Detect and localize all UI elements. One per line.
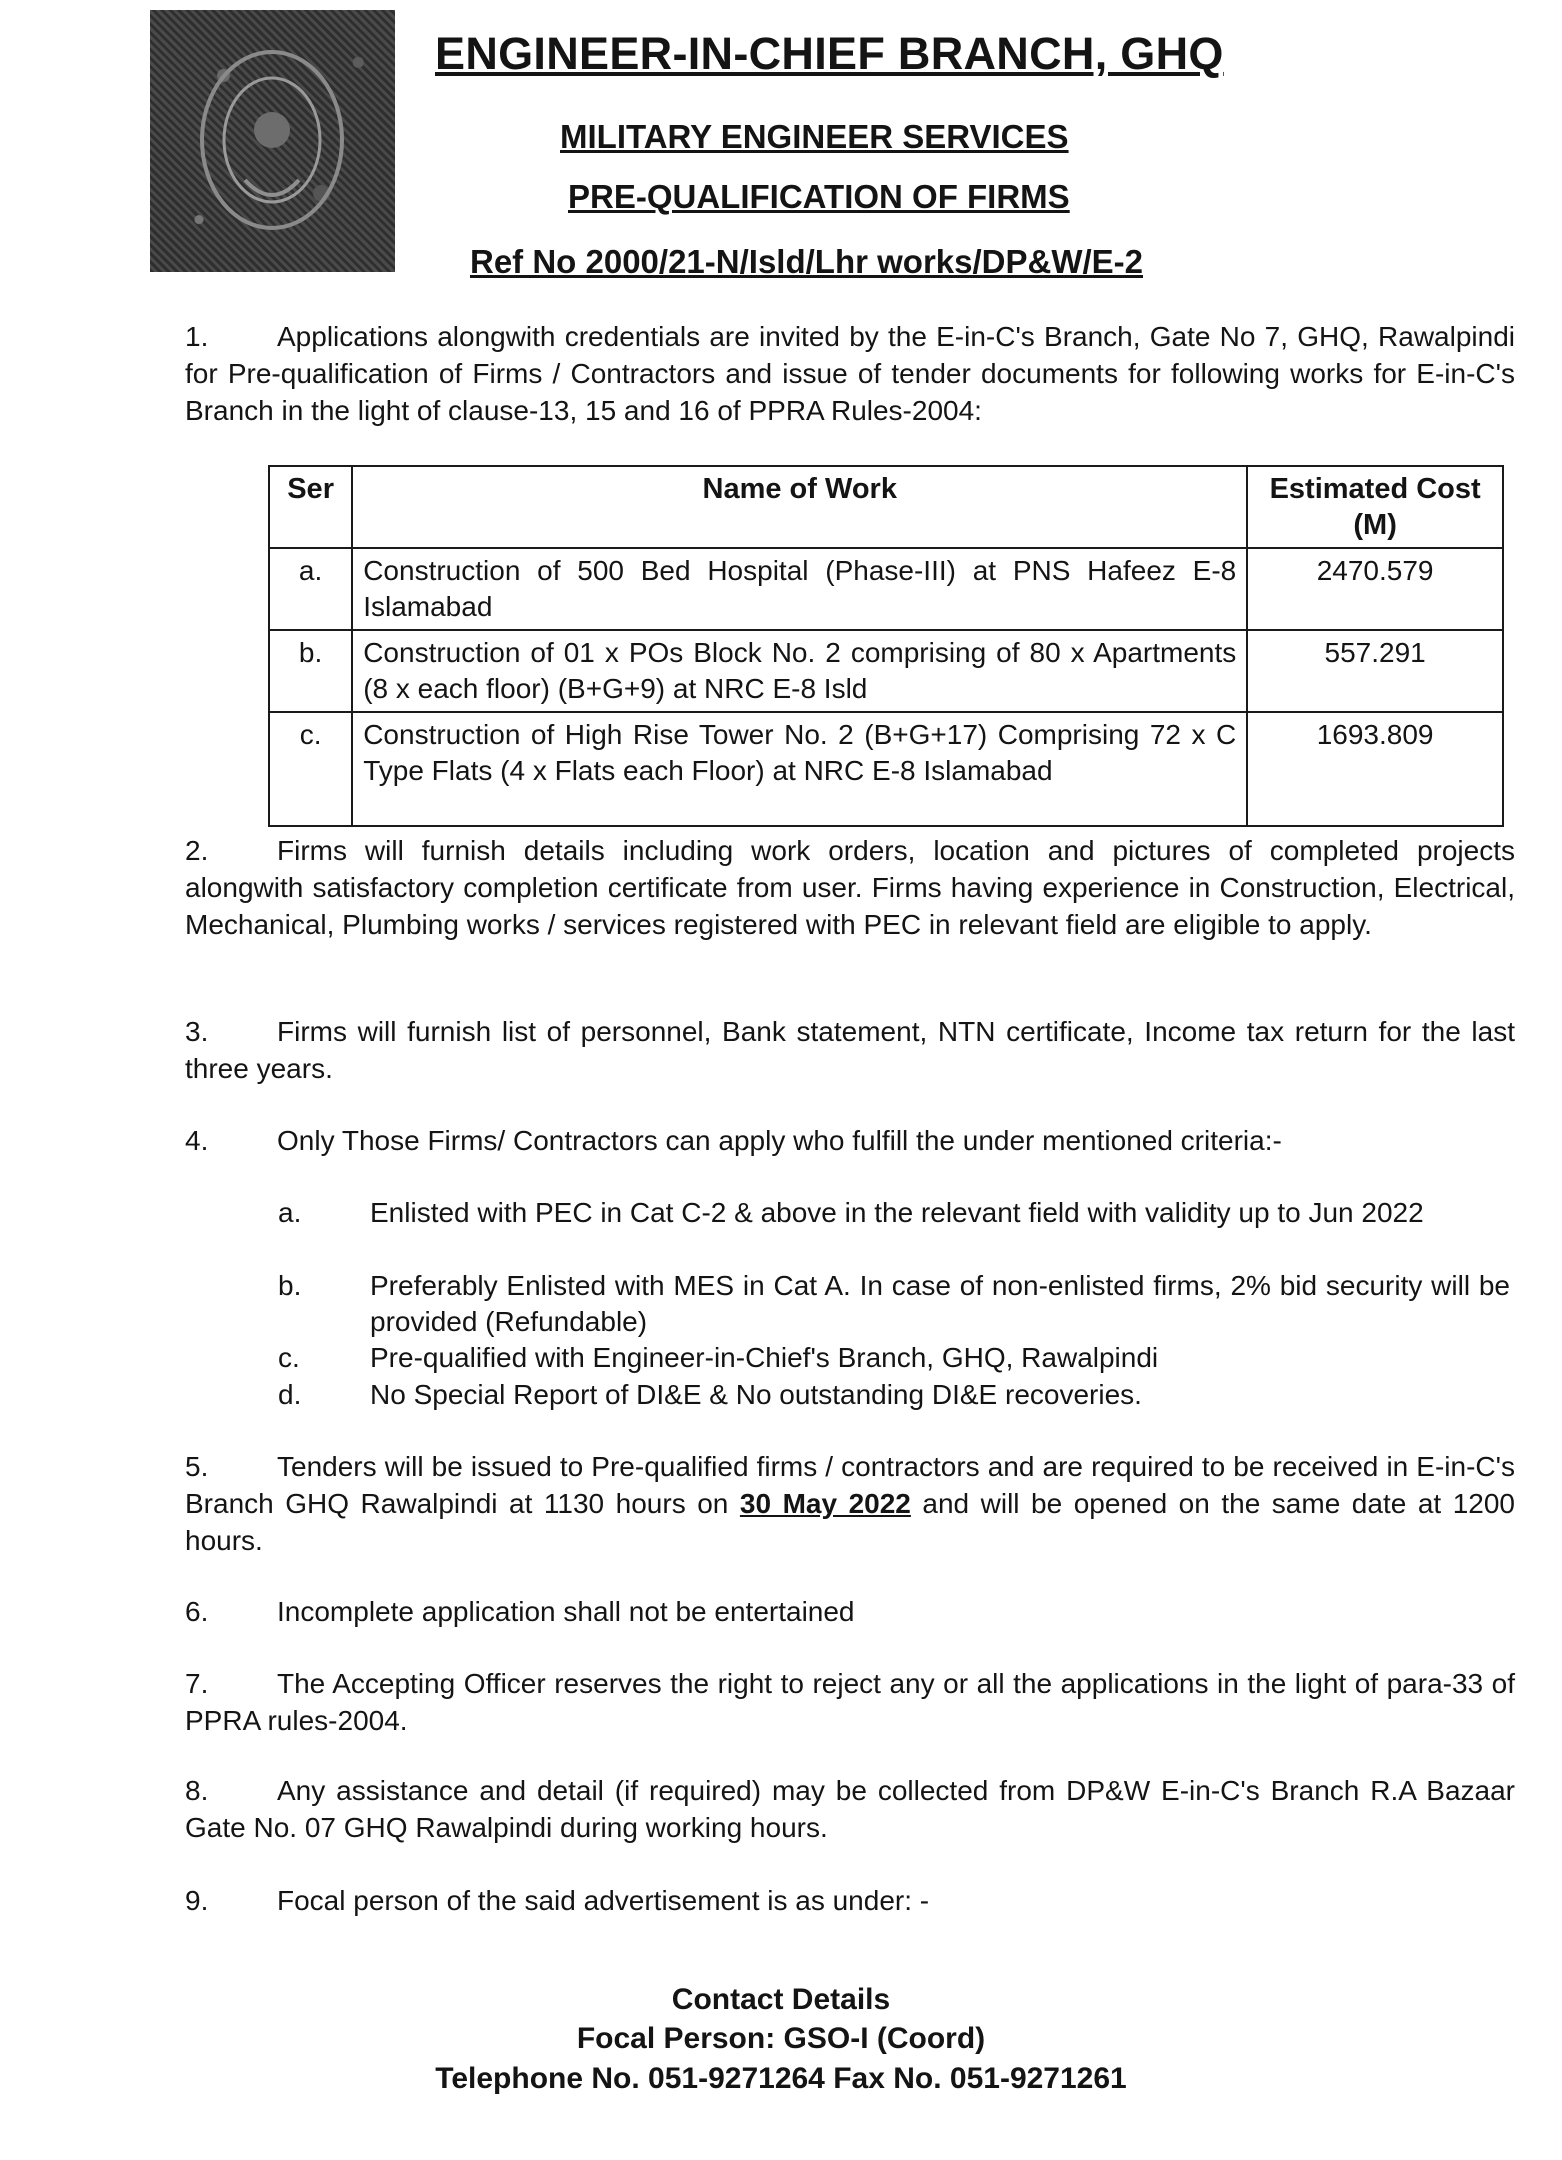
table-row [269,712,1503,826]
table-row [269,548,1503,630]
criteria-item-b [278,1268,1518,1340]
criteria-text: Preferably Enlisted with MES in Cat A. In case of non-enlisted firms, 2% bid security will be provided (Refundable) [370,1270,1510,1337]
paragraph-2 [185,832,1515,943]
column-header-name-of-work: Name of Work [352,466,1247,548]
contact-heading: Contact Details [671,1983,891,2016]
army-crest-icon [150,10,395,272]
criteria-item-a [278,1195,1518,1231]
reference-number: Ref No 2000/21-N/Isld/Lhr works/DP&W/E-2 [470,243,1144,280]
paragraph-7 [185,1665,1515,1739]
paragraph-text: Incomplete application shall not be entertained [277,1596,855,1627]
paragraph-number: 9. [185,1885,209,1916]
paragraph-9 [185,1882,1515,1919]
paragraph-number: 3. [185,1016,209,1047]
paragraph-number: 7. [185,1668,209,1699]
row-estimated-cost: 1693.809 [1247,712,1503,826]
row-ser: a. [269,548,352,630]
row-work-name: Construction of High Rise Tower No. 2 (B+G+17) Comprising 72 x C Type Flats (4 x Flats each Floor) at NRC E-8 Islamabad [352,712,1247,826]
row-estimated-cost: 2470.579 [1247,548,1503,630]
table-row [269,630,1503,712]
paragraph-text: Only Those Firms/ Contractors can apply who fulfill the under mentioned criteria:- [277,1125,1282,1156]
criteria-text: No Special Report of DI&E & No outstanding DI&E recoveries. [370,1379,1142,1410]
row-ser: c. [269,712,352,826]
header-title: ENGINEER-IN-CHIEF BRANCH, GHQ [435,28,1224,79]
column-header-estimated-cost: Estimated Cost (M) [1247,466,1503,548]
paragraph-4 [185,1122,1515,1159]
header-subtitle: MILITARY ENGINEER SERVICES [560,118,1069,155]
criteria-item-d [278,1377,1518,1413]
row-estimated-cost: 557.291 [1247,630,1503,712]
paragraph-6 [185,1593,1515,1630]
paragraph-5 [185,1448,1515,1559]
paragraph-number: 8. [185,1775,209,1806]
criteria-text: Pre-qualified with Engineer-in-Chief's Branch, GHQ, Rawalpindi [370,1342,1159,1373]
contact-phone-fax: Telephone No. 051-9271264 Fax No. 051-9271261 [435,2062,1127,2095]
paragraph-text-end: and will be opened on the same date at 1200 hours. [185,1488,1515,1556]
paragraph-number: 2. [185,835,209,866]
paragraph-1 [185,318,1515,429]
submission-date: 30 May 2022 [739,1488,911,1519]
paragraph-text: Tenders will be issued to Pre-qualified firms / contractors and are required to be received in E-in-C's Branch GHQ Rawalpindi at 1130 hours on [185,1451,1515,1519]
contact-focal-person: Focal Person: GSO-I (Coord) [576,2022,986,2055]
criteria-text: Enlisted with PEC in Cat C-2 & above in the relevant field with validity up to Jun 2022 [370,1197,1424,1228]
paragraph-text: Any assistance and detail (if required) may be collected from DP&W E-in-C's Branch R.A Bazaar Gate No. 07 GHQ Rawalpindi during working hours. [185,1775,1515,1843]
criteria-item-c [278,1340,1518,1376]
paragraph-number: 1. [185,321,209,352]
table-header-row [269,466,1503,548]
row-ser: b. [269,630,352,712]
column-header-ser: Ser [269,466,352,548]
paragraph-text: Firms will furnish details including work orders, location and pictures of completed projects alongwith satisfactory completion certificate from user. Firms having experience in Construction, Electrical, Mechanical, Plumbing works / services registered with PEC in relevant field are eligible to apply. [185,835,1515,940]
paragraph-text: Focal person of the said advertisement is as under: - [277,1885,930,1916]
paragraph-number: 5. [185,1451,209,1482]
paragraph-text: Firms will furnish list of personnel, Bank statement, NTN certificate, Income tax return for the last three years. [185,1016,1515,1084]
criteria-letter: b. [278,1270,302,1301]
header-notice: PRE-QUALIFICATION OF FIRMS [568,178,1070,215]
criteria-letter: c. [278,1342,300,1373]
paragraph-text: The Accepting Officer reserves the right to reject any or all the applications in the light of para-33 of PPRA rules-2004. [185,1668,1515,1736]
criteria-letter: a. [278,1197,302,1228]
paragraph-number: 4. [185,1125,209,1156]
paragraph-3 [185,1013,1515,1087]
works-table [268,465,1504,827]
criteria-letter: d. [278,1379,302,1410]
row-work-name: Construction of 01 x POs Block No. 2 comprising of 80 x Apartments (8 x each floor) (B+G+9) at NRC E-8 Isld [352,630,1247,712]
paragraph-number: 6. [185,1596,209,1627]
row-work-name: Construction of 500 Bed Hospital (Phase-III) at PNS Hafeez E-8 Islamabad [352,548,1247,630]
paragraph-8 [185,1772,1515,1846]
paragraph-text: Applications alongwith credentials are invited by the E-in-C's Branch, Gate No 7, GHQ, Rawalpindi for Pre-qualification of Firms / Contractors and issue of tender documents for following works for E-in-C's Branch in the light of clause-13, 15 and 16 of PPRA Rules-2004: [185,321,1515,426]
